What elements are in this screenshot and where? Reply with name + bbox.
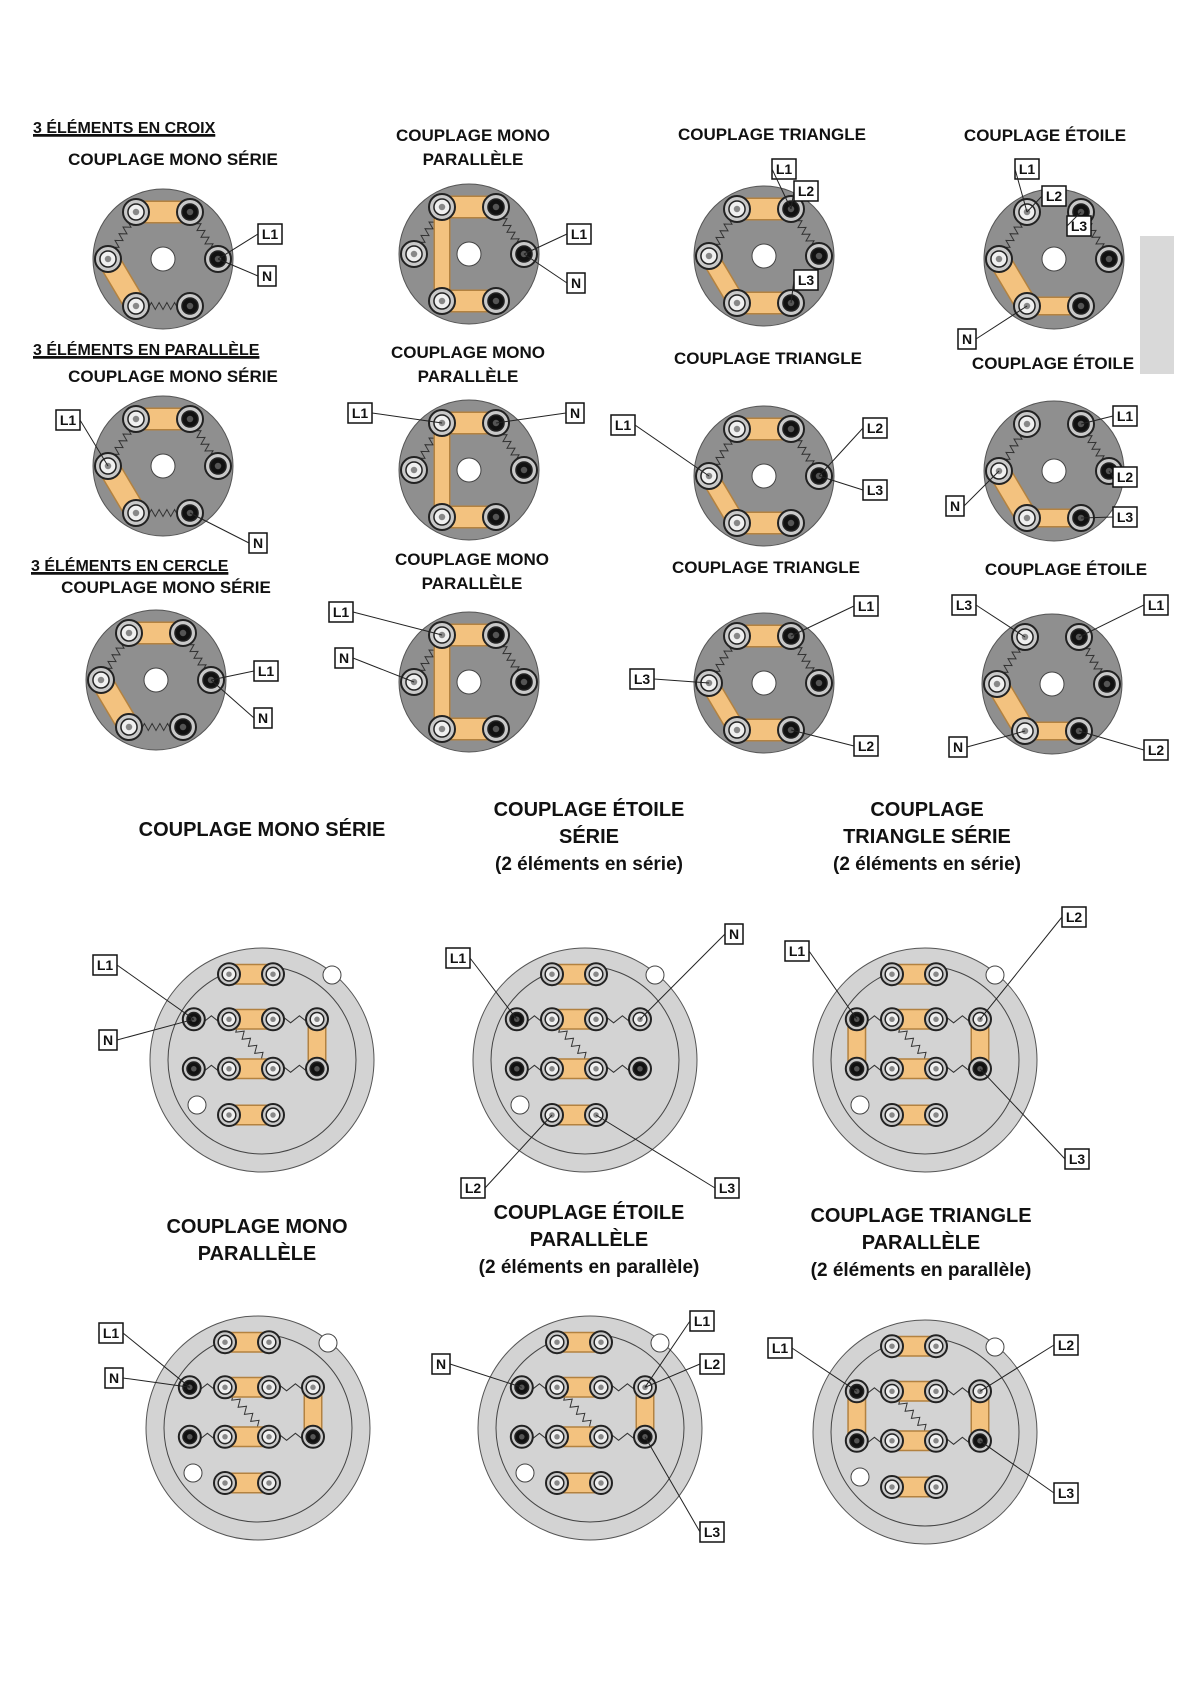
terminal-large-triangle-parallele-7-pin [889,1438,895,1444]
terminal-large-mono-parallele-8-pin [266,1434,272,1440]
terminal-large-etoile-parallele-8-pin [598,1434,604,1440]
section-heading-parallele: 3 ÉLÉMENTS EN PARALLÈLE [33,342,260,359]
diagram-title-large-mono-parallele-1: PARALLÈLE [197,1243,317,1265]
section-heading-croix: 3 ÉLÉMENTS EN CROIX [33,120,216,137]
terminal-large-mono-serie-3-pin [226,1017,232,1023]
terminal-label-parallele-mono-parallele-0: L1 [351,405,369,421]
terminal-cercle-triangle-4-pin [734,727,741,734]
terminal-large-triangle-serie-6-pin [854,1066,860,1072]
hole-a-large-triangle-serie [986,966,1004,984]
diagram-title-large-etoile-serie-1: SÉRIE [558,826,620,848]
terminal-label-croix-triangle-2: L3 [797,272,815,288]
hole-b-large-mono-serie [188,1096,206,1114]
terminal-large-triangle-parallele-10-pin [889,1484,895,1490]
terminal-label-croix-etoile-1: L2 [1045,188,1063,204]
diagram-title-parallele-etoile-0: COUPLAGE ÉTOILE [971,354,1135,373]
terminal-large-mono-serie-10-pin [226,1112,232,1118]
diagram-parallele-mono-parallele [348,343,584,540]
terminal-croix-triangle-3-pin [816,253,823,260]
terminal-croix-etoile-5-pin [1078,303,1085,310]
leader-cercle-etoile-1 [1079,605,1144,637]
terminal-label-parallele-triangle-1: L2 [866,420,884,436]
diagram-title-croix-mono-parallele-1: PARALLÈLE [422,150,524,169]
side-strip [1140,236,1174,374]
terminal-label-cercle-mono-parallele-0: L1 [332,604,350,620]
terminal-large-triangle-serie-11-pin [933,1112,939,1118]
terminal-large-mono-parallele-9-pin [310,1434,316,1440]
terminal-label-croix-mono-parallele-1: N [570,275,582,291]
terminal-croix-mono-parallele-1-pin [493,204,500,211]
terminal-large-mono-parallele-1-pin [266,1339,272,1345]
terminal-croix-mono-serie-1-pin [187,209,194,216]
terminal-label-croix-etoile-0: L1 [1018,161,1036,177]
terminal-label-croix-mono-serie-1: N [261,268,273,284]
terminal-large-mono-serie-11-pin [270,1112,276,1118]
terminal-croix-etoile-2-pin [996,256,1003,263]
terminal-cercle-mono-serie-2-pin [98,677,105,684]
terminal-croix-mono-serie-2-pin [105,256,112,263]
diagram-cercle-etoile [949,560,1168,760]
terminal-label-large-triangle-serie-2: L3 [1068,1151,1086,1167]
terminal-large-triangle-parallele-1-pin [933,1343,939,1349]
centre-hole-croix-mono-serie [151,247,175,271]
terminal-label-large-etoile-serie-0: L1 [449,950,467,966]
diagram-title-large-triangle-parallele-0: COUPLAGE TRIANGLE [810,1205,1032,1227]
terminal-large-mono-serie-7-pin [226,1066,232,1072]
centre-hole-cercle-mono-serie [144,668,168,692]
terminal-parallele-etoile-0-pin [1024,421,1031,428]
terminal-large-etoile-parallele-7-pin [554,1434,560,1440]
terminal-large-etoile-serie-0-pin [549,971,555,977]
terminal-large-etoile-parallele-3-pin [554,1385,560,1391]
terminal-large-triangle-serie-1-pin [933,971,939,977]
terminal-label-cercle-mono-serie-0: L1 [257,663,275,679]
leader-cercle-mono-parallele-0 [353,612,442,635]
terminal-label-croix-triangle-1: L2 [797,183,815,199]
terminal-large-mono-parallele-6-pin [187,1434,193,1440]
diagram-large-mono-parallele [99,1216,370,1540]
diagram-large-etoile-serie [446,798,743,1198]
diagram-title-parallele-mono-serie-0: COUPLAGE MONO SÉRIE [68,367,278,386]
diagram-cercle-mono-serie [61,578,278,750]
terminal-parallele-mono-parallele-2-pin [411,467,418,474]
diagram-title-croix-mono-serie-0: COUPLAGE MONO SÉRIE [68,150,278,169]
terminal-parallele-mono-serie-3-pin [215,463,222,470]
terminal-label-large-etoile-parallele-2: L2 [703,1356,721,1372]
terminal-large-mono-serie-1-pin [270,971,276,977]
diagram-title-large-etoile-serie-2: (2 éléments en série) [495,854,683,875]
terminal-large-etoile-serie-8-pin [593,1066,599,1072]
terminal-label-large-triangle-parallele-2: L3 [1057,1485,1075,1501]
terminal-large-mono-serie-8-pin [270,1066,276,1072]
terminal-label-large-mono-parallele-0: L1 [102,1325,120,1341]
terminal-cercle-mono-parallele-1-pin [493,632,500,639]
diagram-title-parallele-triangle-0: COUPLAGE TRIANGLE [674,349,862,368]
terminal-large-mono-serie-6-pin [191,1066,197,1072]
centre-hole-cercle-triangle [752,671,776,695]
terminal-large-triangle-parallele-8-pin [933,1438,939,1444]
terminal-cercle-mono-serie-4-pin [126,724,133,731]
terminal-label-cercle-etoile-0: L3 [955,597,973,613]
terminal-large-mono-parallele-11-pin [266,1480,272,1486]
terminal-label-large-etoile-serie-2: L2 [464,1180,482,1196]
diagram-parallele-etoile [946,354,1137,541]
terminal-label-large-triangle-serie-1: L2 [1065,909,1083,925]
hole-b-large-triangle-parallele [851,1468,869,1486]
terminal-label-cercle-triangle-1: L3 [633,671,651,687]
centre-hole-cercle-etoile [1040,672,1064,696]
diagram-title-cercle-triangle-0: COUPLAGE TRIANGLE [672,558,860,577]
hole-a-large-etoile-parallele [651,1334,669,1352]
terminal-large-mono-parallele-7-pin [222,1434,228,1440]
terminal-parallele-mono-serie-0-pin [133,416,140,423]
terminal-cercle-mono-parallele-3-pin [521,679,528,686]
diagram-title-cercle-etoile-0: COUPLAGE ÉTOILE [984,560,1148,579]
diagram-large-triangle-parallele [768,1205,1078,1544]
centre-hole-parallele-mono-parallele [457,458,481,482]
terminal-label-croix-triangle-0: L1 [775,161,793,177]
terminal-large-mono-serie-0-pin [226,971,232,977]
hole-a-large-mono-serie [323,966,341,984]
terminal-label-large-etoile-serie-1: N [728,926,740,942]
terminal-label-parallele-triangle-2: L3 [866,482,884,498]
terminal-label-parallele-etoile-0: L1 [1116,408,1134,424]
terminal-label-cercle-mono-parallele-1: N [338,650,350,666]
terminal-cercle-mono-serie-0-pin [126,630,133,637]
diagram-title-croix-triangle-0: COUPLAGE TRIANGLE [678,125,866,144]
terminal-cercle-mono-parallele-4-pin [439,726,446,733]
section-heading-cercle: 3 ÉLÉMENTS EN CERCLE [31,558,229,575]
terminal-label-large-etoile-parallele-3: L3 [703,1524,721,1540]
terminal-label-large-mono-parallele-1: N [108,1370,120,1386]
diagram-title-large-etoile-parallele-0: COUPLAGE ÉTOILE [493,1202,685,1224]
hole-b-large-mono-parallele [184,1464,202,1482]
terminal-large-triangle-serie-0-pin [889,971,895,977]
diagram-title-large-mono-parallele-0: COUPLAGE MONO [166,1216,348,1238]
terminal-large-mono-serie-9-pin [314,1066,320,1072]
terminal-croix-etoile-3-pin [1106,256,1113,263]
terminal-label-large-mono-serie-1: N [102,1032,114,1048]
terminal-cercle-mono-serie-1-pin [180,630,187,637]
terminal-label-parallele-mono-parallele-1: N [569,405,581,421]
terminal-label-parallele-mono-serie-0: L1 [59,412,77,428]
terminal-parallele-triangle-0-pin [734,426,741,433]
terminal-large-etoile-parallele-11-pin [598,1480,604,1486]
terminal-large-mono-serie-5-pin [314,1017,320,1023]
terminal-label-parallele-etoile-1: L2 [1116,469,1134,485]
diagram-large-triangle-serie [785,799,1089,1172]
terminal-large-mono-parallele-3-pin [222,1385,228,1391]
terminal-label-large-etoile-serie-3: L3 [718,1180,736,1196]
terminal-large-triangle-serie-8-pin [933,1066,939,1072]
terminal-large-triangle-serie-10-pin [889,1112,895,1118]
diagram-large-mono-serie [93,818,385,1172]
terminal-label-croix-mono-parallele-0: L1 [570,226,588,242]
terminal-large-mono-parallele-0-pin [222,1339,228,1345]
terminal-large-etoile-parallele-0-pin [554,1339,560,1345]
terminal-croix-mono-parallele-0-pin [439,204,446,211]
diagram-title-croix-mono-parallele-0: COUPLAGE MONO [396,126,550,145]
hole-a-large-triangle-parallele [986,1338,1004,1356]
centre-hole-parallele-etoile [1042,459,1066,483]
diagram-title-cercle-mono-parallele-0: COUPLAGE MONO [395,550,549,569]
terminal-large-etoile-parallele-10-pin [554,1480,560,1486]
leader-cercle-etoile-0 [976,605,1025,637]
terminal-cercle-mono-serie-5-pin [180,724,187,731]
diagram-title-large-triangle-serie-0: COUPLAGE [870,799,984,821]
terminal-croix-mono-parallele-4-pin [439,298,446,305]
terminal-label-large-triangle-serie-0: L1 [788,943,806,959]
diagram-croix-mono-serie [68,150,282,329]
terminal-label-croix-etoile-2: L3 [1070,218,1088,234]
diagram-title-cercle-mono-parallele-1: PARALLÈLE [421,574,523,593]
terminal-parallele-triangle-4-pin [734,520,741,527]
centre-hole-parallele-triangle [752,464,776,488]
terminal-croix-mono-parallele-5-pin [493,298,500,305]
terminal-large-triangle-parallele-11-pin [933,1484,939,1490]
leader-parallele-triangle-0 [635,425,709,476]
hole-a-large-etoile-serie [646,966,664,984]
diagram-title-large-triangle-parallele-2: (2 éléments en parallèle) [810,1260,1032,1281]
terminal-label-cercle-triangle-0: L1 [857,598,875,614]
terminal-large-triangle-serie-7-pin [889,1066,895,1072]
terminal-large-triangle-parallele-0-pin [889,1343,895,1349]
terminal-label-cercle-triangle-2: L2 [857,738,875,754]
terminal-label-parallele-triangle-0: L1 [614,417,632,433]
terminal-parallele-etoile-4-pin [1024,515,1031,522]
terminal-cercle-etoile-3-pin [1104,681,1111,688]
diagram-cercle-mono-parallele [329,550,549,752]
terminal-large-etoile-serie-1-pin [593,971,599,977]
terminal-label-large-etoile-parallele-0: L1 [693,1313,711,1329]
hole-b-large-etoile-parallele [516,1464,534,1482]
terminal-large-etoile-serie-6-pin [514,1066,520,1072]
diagram-croix-triangle [678,125,866,326]
diagram-title-large-etoile-parallele-2: (2 éléments en parallèle) [478,1257,700,1278]
terminal-label-cercle-etoile-3: L2 [1147,742,1165,758]
hole-a-large-mono-parallele [319,1334,337,1352]
terminal-label-parallele-mono-serie-1: N [252,535,264,551]
diagram-title-large-triangle-serie-1: TRIANGLE SÉRIE [843,826,1011,848]
terminal-large-etoile-parallele-1-pin [598,1339,604,1345]
centre-hole-croix-mono-parallele [457,242,481,266]
terminal-croix-mono-serie-4-pin [133,303,140,310]
terminal-label-cercle-etoile-2: N [952,739,964,755]
terminal-large-mono-parallele-4-pin [266,1385,272,1391]
terminal-label-parallele-etoile-2: L3 [1116,509,1134,525]
diagram-title-large-mono-serie-0: COUPLAGE MONO SÉRIE [138,819,386,841]
terminal-label-large-triangle-parallele-1: L2 [1057,1337,1075,1353]
terminal-parallele-mono-parallele-5-pin [493,514,500,521]
terminal-large-etoile-serie-7-pin [549,1066,555,1072]
terminal-label-croix-mono-serie-0: L1 [261,226,279,242]
diagram-title-cercle-mono-serie-0: COUPLAGE MONO SÉRIE [61,578,271,597]
centre-hole-croix-triangle [752,244,776,268]
diagram-croix-mono-parallele [396,126,591,324]
terminal-large-etoile-serie-9-pin [637,1066,643,1072]
leader-cercle-triangle-0 [791,606,854,636]
terminal-large-triangle-parallele-3-pin [889,1389,895,1395]
diagram-parallele-mono-serie [56,367,278,553]
diagram-title-croix-etoile-0: COUPLAGE ÉTOILE [963,126,1127,145]
diagram-title-parallele-mono-parallele-1: PARALLÈLE [417,367,519,386]
terminal-cercle-triangle-0-pin [734,633,741,640]
terminal-label-large-mono-serie-0: L1 [96,957,114,973]
terminal-large-etoile-serie-4-pin [593,1017,599,1023]
terminal-large-etoile-parallele-4-pin [598,1385,604,1391]
terminal-large-mono-parallele-10-pin [222,1480,228,1486]
terminal-croix-triangle-0-pin [734,206,741,213]
terminal-cercle-triangle-3-pin [816,680,823,687]
leader-parallele-mono-serie-1 [190,513,249,543]
terminal-large-triangle-parallele-4-pin [933,1389,939,1395]
diagram-title-large-etoile-serie-0: COUPLAGE ÉTOILE [493,799,685,821]
terminal-croix-triangle-4-pin [734,300,741,307]
terminal-label-croix-etoile-3: N [961,331,973,347]
diagram-title-large-triangle-parallele-1: PARALLÈLE [861,1232,981,1254]
terminal-parallele-mono-serie-4-pin [133,510,140,517]
terminal-label-cercle-mono-serie-1: N [257,710,269,726]
diagram-title-large-etoile-parallele-1: PARALLÈLE [529,1229,649,1251]
diagram-parallele-triangle [611,349,887,546]
diagram-large-etoile-parallele [432,1201,724,1542]
centre-hole-cercle-mono-parallele [457,670,481,694]
leader-croix-etoile-3 [976,306,1027,339]
terminal-large-mono-parallele-5-pin [310,1385,316,1391]
centre-hole-parallele-mono-serie [151,454,175,478]
terminal-large-triangle-serie-4-pin [933,1017,939,1023]
diagram-cercle-triangle [630,558,878,756]
centre-hole-croix-etoile [1042,247,1066,271]
terminal-label-cercle-etoile-1: L1 [1147,597,1165,613]
terminal-croix-triangle-2-pin [706,253,713,260]
terminal-large-etoile-parallele-6-pin [519,1434,525,1440]
terminal-large-triangle-serie-3-pin [889,1017,895,1023]
terminal-label-large-etoile-parallele-1: N [435,1356,447,1372]
terminal-cercle-mono-parallele-5-pin [493,726,500,733]
terminal-large-mono-serie-4-pin [270,1017,276,1023]
terminal-croix-mono-parallele-2-pin [411,251,418,258]
terminal-label-parallele-etoile-3: N [949,498,961,514]
terminal-parallele-mono-serie-1-pin [187,416,194,423]
diagram-croix-etoile [958,126,1126,349]
terminal-parallele-triangle-5-pin [788,520,795,527]
hole-b-large-etoile-serie [511,1096,529,1114]
terminal-large-triangle-parallele-6-pin [854,1438,860,1444]
hole-b-large-triangle-serie [851,1096,869,1114]
terminal-parallele-mono-parallele-3-pin [521,467,528,474]
terminal-label-large-triangle-parallele-0: L1 [771,1340,789,1356]
terminal-parallele-mono-parallele-4-pin [439,514,446,521]
terminal-croix-mono-serie-5-pin [187,303,194,310]
terminal-cercle-etoile-2-pin [994,681,1001,688]
diagram-title-parallele-mono-parallele-0: COUPLAGE MONO [391,343,545,362]
diagram-title-large-triangle-serie-2: (2 éléments en série) [833,854,1021,875]
terminal-parallele-triangle-1-pin [788,426,795,433]
terminal-large-etoile-serie-3-pin [549,1017,555,1023]
terminal-croix-mono-serie-0-pin [133,209,140,216]
